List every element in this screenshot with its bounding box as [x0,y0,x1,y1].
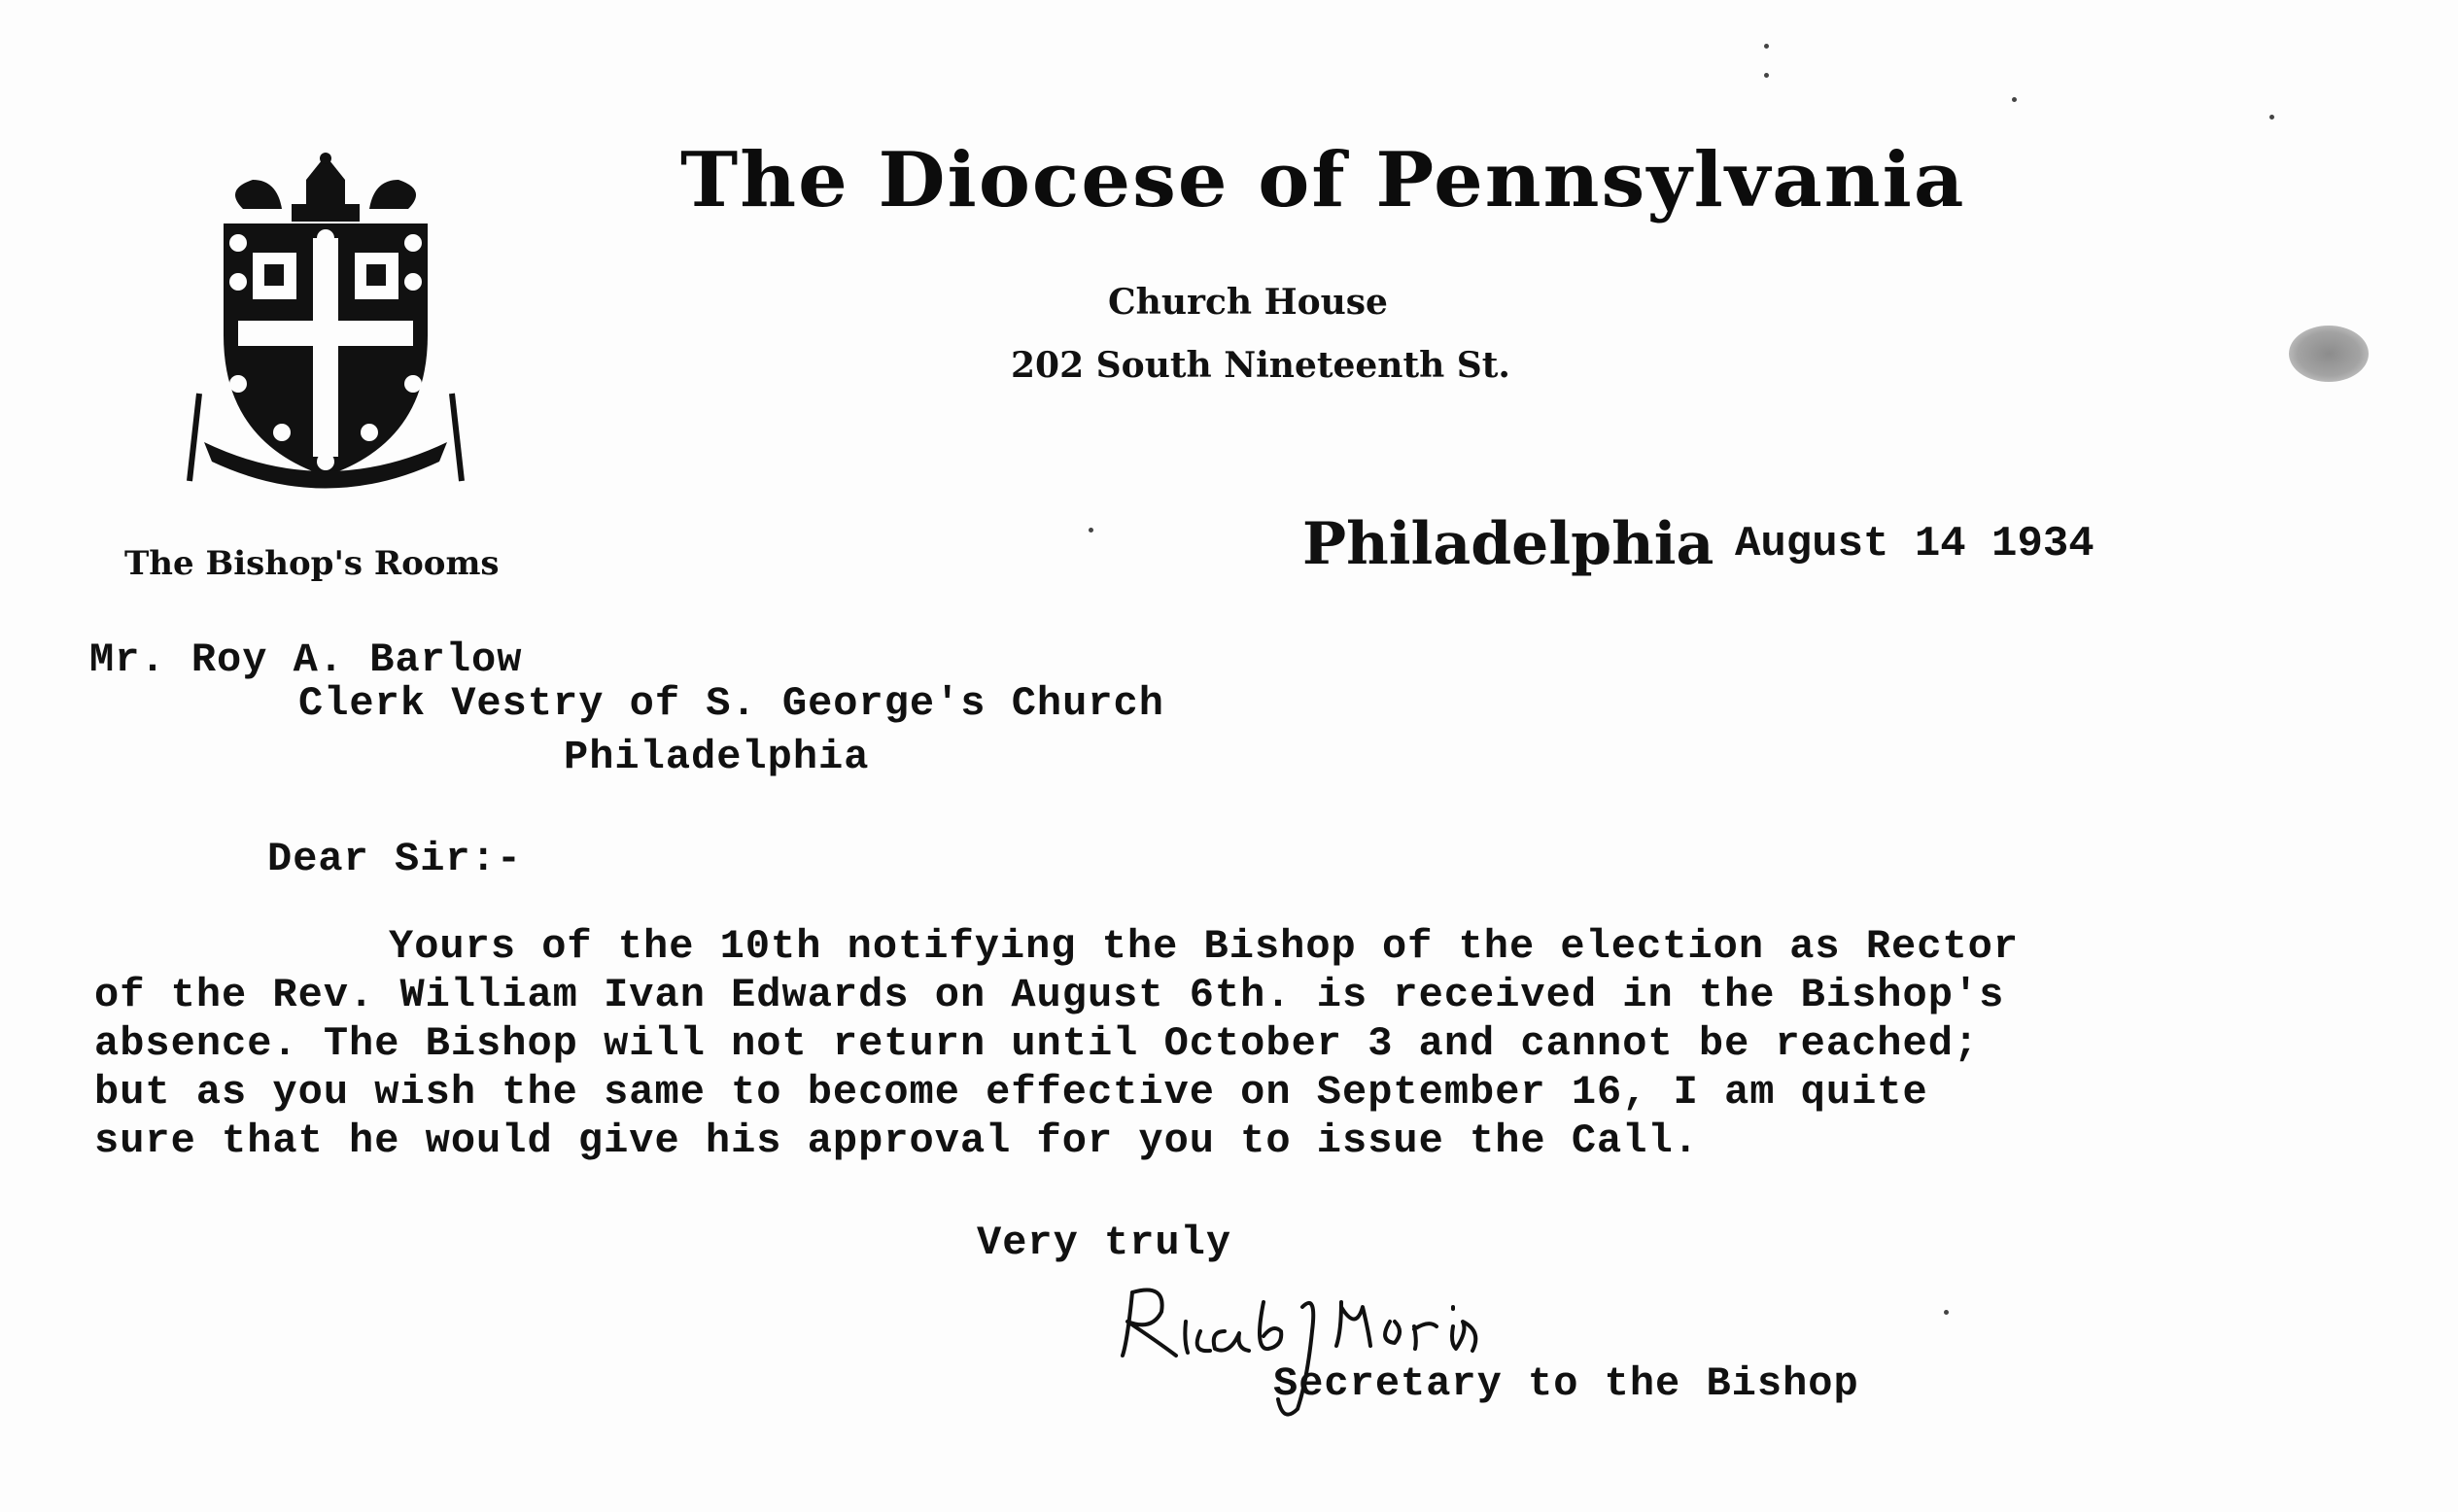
office-label: The Bishop's Rooms [124,544,500,583]
body-line: sure that he would give his approval for you to issue the Call. [94,1117,1699,1164]
signatory-title: Secretary to the Bishop [1273,1360,1859,1407]
addressee-name: Mr. Roy A. Barlow [89,636,523,683]
salutation: Dear Sir:- [267,836,523,882]
street-address: 202 South Nineteenth St. [1011,345,1510,386]
closing: Very truly [977,1220,1232,1266]
paper-speck [1944,1310,1949,1315]
paper-speck [1764,73,1769,78]
diocesan-seal-icon [185,151,467,505]
ink-smudge [2289,326,2369,382]
dateline-place: Philadelphia [1302,510,1714,578]
body-line: absence. The Bishop will not return until October 3 and cannot be reached; [94,1020,1980,1067]
building-name: Church House [1108,282,1388,323]
organization-title: The Diocese of Pennsylvania [680,136,1966,224]
body-line: but as you wish the same to become effective on September 16, I am quite [94,1069,1928,1116]
body-line: of the Rev. William Ivan Edwards on August 6th. is received in the Bishop's [94,972,2005,1018]
paper-speck [1764,44,1769,49]
paper-speck [1089,528,1093,533]
paper-speck [2269,115,2274,120]
body-line: Yours of the 10th notifying the Bishop of the election as Rector [389,923,2020,970]
addressee-city: Philadelphia [564,734,870,780]
paper-speck [2012,97,2017,102]
addressee-title: Clerk Vestry of S. George's Church [298,680,1164,727]
dateline-date: August 14 1934 [1735,520,2094,568]
